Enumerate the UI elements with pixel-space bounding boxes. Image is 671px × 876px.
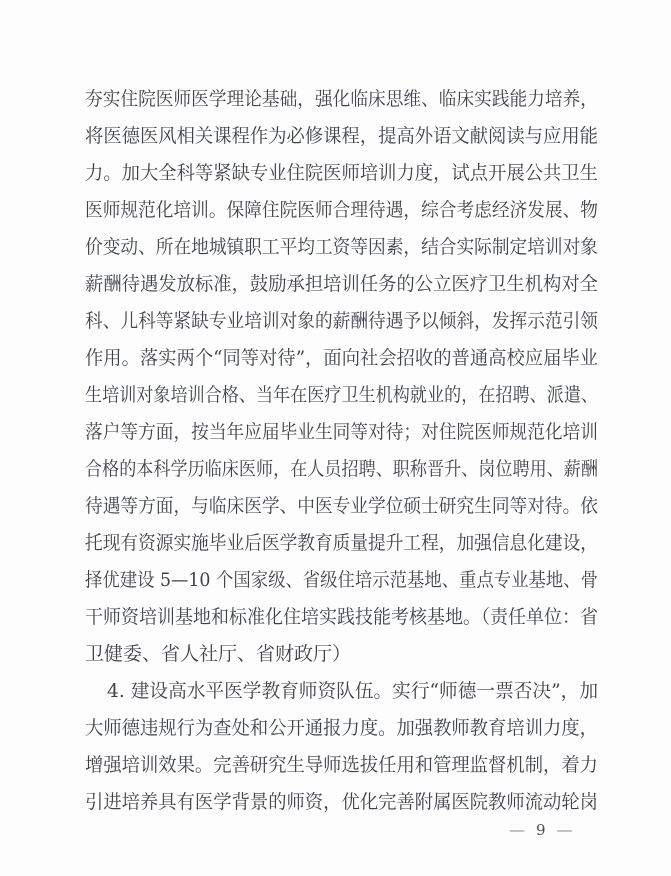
- text-line: 托现有资源实施毕业后医学教育质量提升工程，加强信息化建设，: [85, 532, 598, 554]
- text-line: 将医德医风相关课程作为必修课程，提高外语文献阅读与应用能: [85, 125, 598, 147]
- text-line: 4. 建设高水平医学教育师资队伍。实行“师德一票否决”，加: [107, 680, 598, 702]
- document-body: [85, 81, 598, 821]
- text-line: 价变动、所在地城镇职工平均工资等因素，结合实际制定培训对象: [85, 236, 598, 258]
- text-line: 大师德违规行为查处和公开通报力度。加强教师教育培训力度，: [85, 717, 598, 739]
- text-line: 增强培训效果。完善研究生导师选拔任用和管理监督机制，着力: [85, 754, 598, 776]
- text-line: 合格的本科学历临床医师，在人员招聘、职称晋升、岗位聘用、薪酬: [85, 458, 598, 480]
- text-line: 夯实住院医师医学理论基础，强化临床思维、临床实践能力培养，: [85, 88, 598, 110]
- text-line: 卫健委、省人社厅、省财政厅）: [85, 643, 352, 665]
- text-line: 待遇等方面，与临床医学、中医专业学位硕士研究生同等对待。依: [85, 495, 598, 517]
- page-number: 9: [536, 821, 546, 839]
- text-line: 引进培养具有医学背景的师资，优化完善附属医院教师流动轮岗: [85, 791, 598, 813]
- text-line: 作用。落实两个“同等对待”，面向社会招收的普通高校应届毕业: [85, 347, 598, 369]
- footer-dash-right: —: [556, 820, 573, 839]
- text-line: 医师规范化培训。保障住院医师合理待遇，综合考虑经济发展、物: [85, 199, 598, 221]
- footer-dash-left: —: [509, 820, 525, 839]
- text-line: 择优建设 5—10 个国家级、省级住培示范基地、重点专业基地、骨: [85, 569, 598, 591]
- text-line: 干师资培训基地和标准化住培实践技能考核基地。（责任单位：省: [85, 606, 598, 628]
- text-line: 落户等方面，按当年应届毕业生同等对待；对住院医师规范化培训: [85, 421, 598, 443]
- text-line: 薪酬待遇发放标准，鼓励承担培训任务的公立医疗卫生机构对全: [85, 273, 598, 295]
- page-footer: [509, 819, 573, 841]
- text-line: 生培训对象培训合格、当年在医疗卫生机构就业的，在招聘、派遣、: [85, 384, 598, 406]
- text-line: 力。加大全科等紧缺专业住院医师培训力度，试点开展公共卫生: [85, 162, 598, 184]
- text-line: 科、儿科等紧缺专业培训对象的薪酬待遇予以倾斜，发挥示范引领: [85, 310, 598, 332]
